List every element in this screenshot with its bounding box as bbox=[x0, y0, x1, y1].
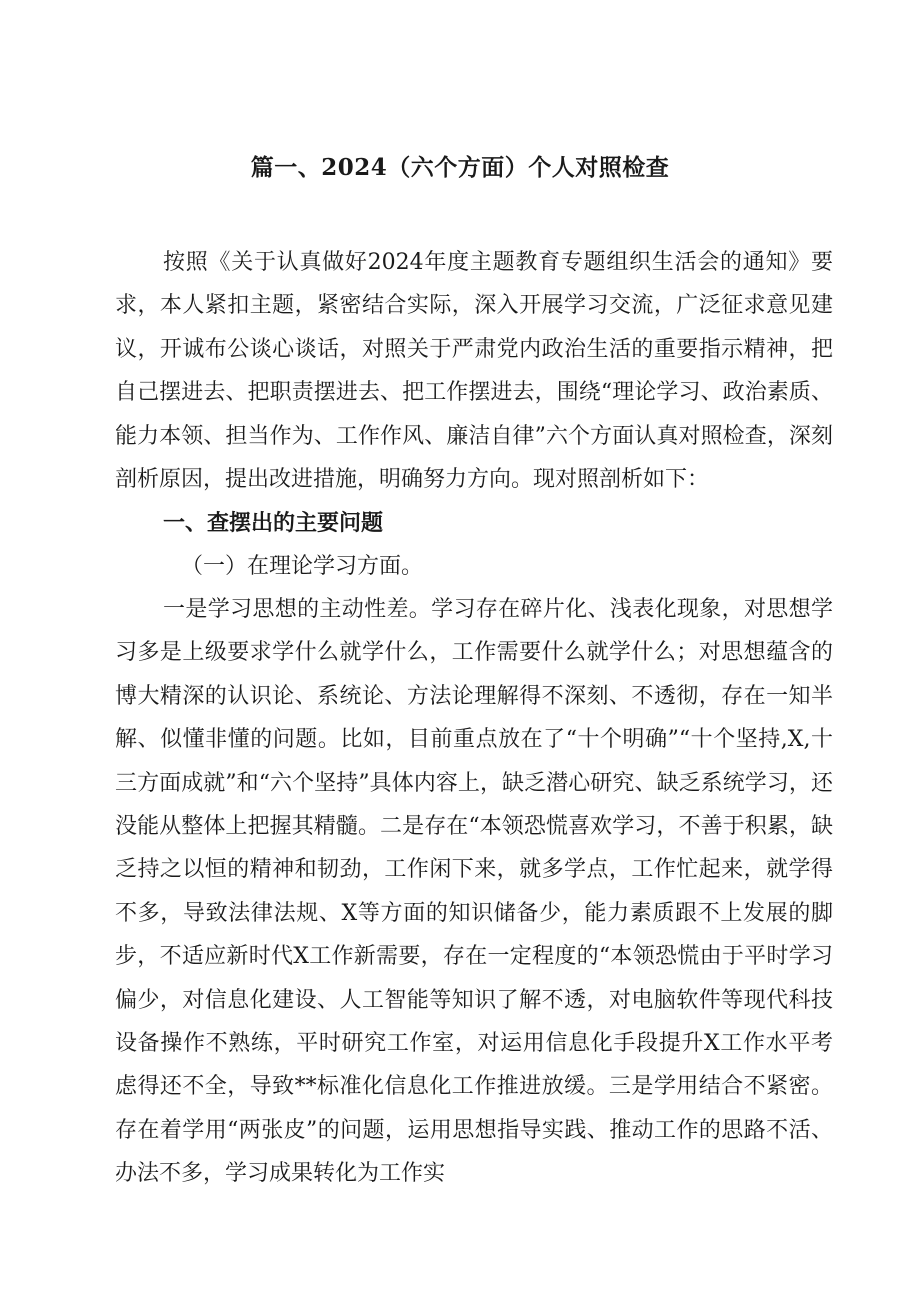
document-title: 篇一、2024（六个方面）个人对照检查 bbox=[250, 154, 670, 181]
body-paragraph: 一是学习思想的主动性差。学习存在碎片化、浅表化现象，对思想学习多是上级要求学什么就学什么，工作需要什么就学什么；对思想蕴含的博大精深的认识论、系统论、方法论理解得不深刻、不透彻，存在一知半解、似懂非懂的问题。比如，目前重点放在了“十个明确”“十个坚持,X,十三方面成就”和“六个坚持”具体内容上，缺乏潜心研究、缺乏系统学习，还没能从整体上把握其精髓。二是存在“本领恐慌喜欢学习，不善于积累，缺乏持之以恒的精神和韧劲，工作闲下来，就多学点，工作忙起来，就学得不多，导致法律法规、X等方面的知识储备少，能力素质跟不上发展的脚步，不适应新时代X工作新需要，存在一定程度的“本领恐慌由于平时学习偏少，对信息化建设、人工智能等知识了解不透，对电脑软件等现代科技设备操作不熟练，平时研究工作室，对运用信息化手段提升X工作水平考虑得还不全，导致**标准化信息化工作推进放缓。三是学用结合不紧密。存在着学用“两张皮”的问题，运用思想指导实践、推动工作的思路不活、办法不多，学习成果转化为工作实 bbox=[115, 597, 833, 1187]
subsection-heading: （一）在理论学习方面。 bbox=[181, 554, 424, 579]
intro-paragraph: 按照《关于认真做好2024年度主题教育专题组织生活会的通知》要求，本人紧扣主题，紧密结合实际，深入开展学习交流，广泛征求意见建议，开诚布公谈心谈话，对照关于严肃党内政治生活的重要指示精神，把自己摆进去、把职责摆进去、把工作摆进去，围绕“理论学习、政治素质、能力本领、担当作为、工作作风、廉洁自律”六个方面认真对照检查，深刻剖析原因，提出改进措施，明确努力方向。现对照剖析如下： bbox=[115, 250, 833, 493]
section-heading: 一、查摆出的主要问题 bbox=[163, 511, 384, 536]
